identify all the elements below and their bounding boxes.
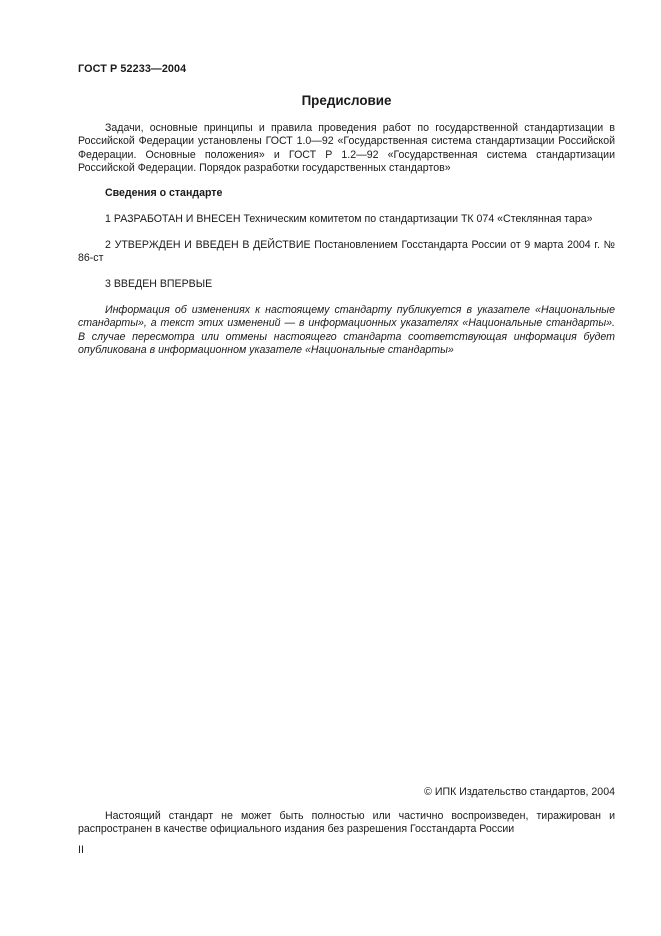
reproduction-notice: Настоящий стандарт не может быть полностью или частично воспроизведен, тиражирован и распространен в качестве официального издания без разрешения Госстандарта России bbox=[78, 810, 615, 836]
page-title: Предисловие bbox=[301, 93, 392, 108]
info-item-3: 3 ВВЕДЕН ВПЕРВЫЕ bbox=[105, 278, 213, 290]
amendments-notice: Информация об изменениях к настоящему стандарту публикуется в указателе «Национальные стандарты», а текст этих изменений — в информационных указателях «Национальные стандарты». В случае пересмотра или отмены настоящего стандарта соответствующая информация будет опубликована в информационном указателе «Национальные стандарты» bbox=[78, 304, 615, 357]
intro-paragraph: Задачи, основные принципы и правила проведения работ по государственной стандартизации в Российской Федерации установлены ГОСТ 1.0—92 «Государственная система стандартизации Российской Федерации. Основные положения» и ГОСТ Р 1.2—92 «Государственная система стандартизации Российской Федерации. Порядок разработки государственных стандартов» bbox=[78, 122, 615, 175]
page-number: II bbox=[78, 844, 84, 856]
section-subheading: Сведения о стандарте bbox=[105, 187, 223, 199]
copyright-line: © ИПК Издательство стандартов, 2004 bbox=[424, 786, 615, 798]
standard-code-header: ГОСТ Р 52233—2004 bbox=[78, 63, 187, 75]
info-item-2: 2 УТВЕРЖДЕН И ВВЕДЕН В ДЕЙСТВИЕ Постановлением Госстандарта России от 9 марта 2004 г. № 86-ст bbox=[78, 239, 615, 265]
info-item-1: 1 РАЗРАБОТАН И ВНЕСЕН Техническим комитетом по стандартизации ТК 074 «Стеклянная тара» bbox=[105, 213, 593, 225]
